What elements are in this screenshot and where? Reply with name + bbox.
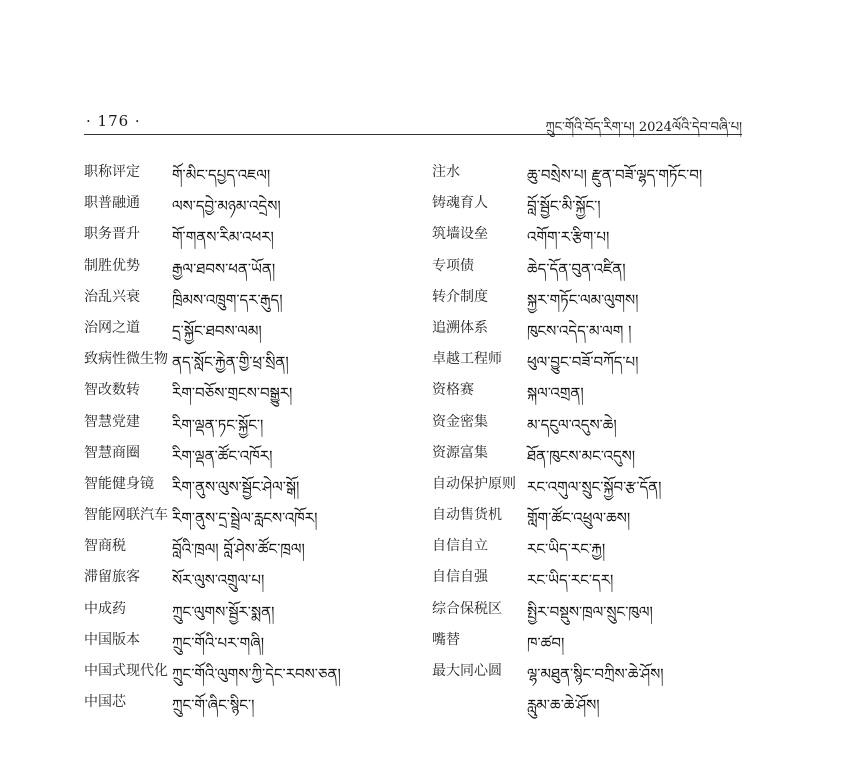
glossary-entry bbox=[432, 595, 742, 626]
tibetan-term: རིག་ལྡན་ཚོང་འཁོར། bbox=[172, 446, 273, 465]
tibetan-term: སྐྱར་གཏོང་ལམ་ལུགས། bbox=[527, 290, 639, 309]
chinese-term: 智能网联汽车 bbox=[84, 507, 168, 524]
chinese-term: 自动保护原则 bbox=[432, 475, 516, 492]
tibetan-term: གོ་གནས་རིམ་འཕར། bbox=[172, 228, 274, 247]
chinese-term: 资源富集 bbox=[432, 444, 488, 461]
right-column bbox=[432, 158, 742, 719]
glossary-entry bbox=[84, 345, 414, 376]
tibetan-term: རིག་ལྡན་ཏང་སྐྱོང་། bbox=[172, 415, 264, 434]
glossary-entry bbox=[432, 345, 742, 376]
glossary-entry bbox=[84, 657, 414, 688]
left-column bbox=[84, 158, 414, 719]
chinese-term: 综合保税区 bbox=[432, 600, 502, 617]
tibetan-term: ཁུངས་འདེད་མ་ལག ། bbox=[527, 321, 632, 340]
chinese-term: 中国式现代化 bbox=[84, 663, 168, 679]
chinese-term: 资格赛 bbox=[432, 382, 474, 399]
tibetan-term: རིག་ནུས་དྲ་སྦྲེལ་རླངས་འཁོར། bbox=[172, 509, 318, 528]
glossary-entry bbox=[432, 220, 742, 251]
tibetan-term: ལས་དབྱེ་མཉམ་འདྲེས། bbox=[172, 197, 281, 216]
glossary-entry bbox=[84, 283, 414, 314]
glossary-entry bbox=[432, 252, 742, 283]
chinese-term: 职普融通 bbox=[84, 195, 140, 212]
tibetan-term: རང་ཡིད་རང་དར། bbox=[527, 571, 614, 590]
chinese-term: 资金密集 bbox=[432, 413, 488, 430]
glossary-entry bbox=[84, 563, 414, 594]
glossary-entry bbox=[432, 532, 742, 563]
chinese-term: 专项债 bbox=[432, 257, 474, 274]
glossary-entry bbox=[84, 158, 414, 189]
tibetan-term: ཆུ་བསྲེས་པ། རྫུན་བཟོ་ལྷད་གཏོང་བ། bbox=[527, 166, 703, 184]
glossary-entry bbox=[432, 189, 742, 220]
glossary-entry bbox=[84, 532, 414, 563]
tibetan-term: ཀྲུང་ལུགས་སྦྱོར་སྨན། bbox=[172, 602, 275, 621]
tibetan-term: དྲ་སྐྱོང་ཐབས་ལམ། bbox=[172, 321, 262, 340]
glossary-entry bbox=[432, 501, 742, 532]
glossary-entry bbox=[84, 220, 414, 251]
tibetan-term: ཁ་ཚབ། bbox=[527, 633, 565, 652]
tibetan-term: ཀྲུང་གོའི་ལུགས་ཀྱི་དེང་རབས་ཅན། bbox=[172, 665, 341, 683]
chinese-term: 嘴替 bbox=[432, 631, 460, 648]
tibetan-term: ལྷ་མཐུན་སྙིང་བཀྲིས་ཆེ་ཤོས། bbox=[527, 665, 664, 683]
page-header bbox=[84, 108, 742, 135]
tibetan-term: གློག་ཚོང་འཕྲུལ་ཆས། bbox=[527, 509, 631, 528]
tibetan-term: འགོག་ར་རྩིག་པ། bbox=[527, 228, 610, 247]
glossary-entry bbox=[84, 626, 414, 657]
glossary-entry bbox=[432, 314, 742, 345]
chinese-term: 转介制度 bbox=[432, 288, 488, 305]
glossary-entry bbox=[432, 470, 742, 501]
tibetan-term: ཐོན་ཁུངས་མང་འདུས། bbox=[527, 446, 636, 465]
chinese-term: 最大同心圆 bbox=[432, 663, 502, 679]
tibetan-term: རང་ཡིད་རང་རྐྱ། bbox=[527, 540, 606, 559]
tibetan-term: ཆེད་དོན་བུན་འཛིན། bbox=[527, 259, 626, 278]
running-title: ཀྲུང་གོའི་བོད་རིག་པ། 2024ལོའི་དེབ་བཞི་པ། bbox=[545, 120, 742, 135]
chinese-term: 自信自立 bbox=[432, 538, 488, 555]
glossary-entry bbox=[432, 158, 742, 189]
glossary-entry bbox=[432, 376, 742, 407]
chinese-term: 智商税 bbox=[84, 538, 126, 555]
tibetan-term: སྤྱིར་བསྡུས་ཁྲལ་སྲུང་ཁུལ། bbox=[527, 602, 653, 621]
chinese-term: 智慧党建 bbox=[84, 413, 140, 430]
chinese-term: 卓越工程师 bbox=[432, 351, 502, 368]
chinese-term: 职务晋升 bbox=[84, 226, 140, 243]
chinese-term: 制胜优势 bbox=[84, 257, 140, 274]
glossary-entry bbox=[84, 408, 414, 439]
glossary-entry bbox=[84, 688, 414, 719]
glossary-entry bbox=[432, 626, 742, 657]
chinese-term: 中国版本 bbox=[84, 631, 140, 648]
glossary-entry bbox=[84, 189, 414, 220]
glossary-entry bbox=[84, 252, 414, 283]
glossary-entry bbox=[432, 563, 742, 594]
tibetan-term: མ་དངུལ་འདུས་ཆེ། bbox=[527, 415, 617, 434]
tibetan-term: ནད་སློང་རྐྱེན་གྱི་ཕྲ་སྲིན། bbox=[172, 353, 289, 372]
chinese-term: 滞留旅客 bbox=[84, 569, 140, 586]
chinese-term: 自信自强 bbox=[432, 569, 488, 586]
chinese-term: 致病性微生物 bbox=[84, 351, 168, 368]
chinese-term: 智改数转 bbox=[84, 382, 140, 399]
chinese-term: 自动售货机 bbox=[432, 507, 502, 524]
chinese-term: 治网之道 bbox=[84, 319, 140, 336]
tibetan-term: བློའི་ཁྲལ། བློ་ཤེས་ཚོང་ཁྲལ། bbox=[172, 540, 305, 559]
chinese-term: 治乱兴衰 bbox=[84, 288, 140, 305]
glossary-entry bbox=[84, 376, 414, 407]
tibetan-term: གོ་མིང་དཔྱད་འཇལ། bbox=[172, 166, 271, 184]
tibetan-term: རླུམ་ཆ་ཆེ་ཤོས། bbox=[527, 696, 600, 715]
tibetan-term: ཕུལ་བྱུང་བཟོ་བཀོད་པ། bbox=[527, 353, 639, 372]
chinese-term: 注水 bbox=[432, 164, 460, 180]
tibetan-term: རྒྱལ་ཐབས་ཕན་ཡོན། bbox=[172, 259, 276, 278]
tibetan-term: ཀྲུང་གོའི་པར་གཞི། bbox=[172, 633, 265, 652]
tibetan-term: རིག་ནུས་ལུས་སྦྱོང་ཤེལ་སྒོ། bbox=[172, 477, 300, 496]
chinese-term: 筑墙设垒 bbox=[432, 226, 488, 243]
chinese-term: 中国芯 bbox=[84, 694, 126, 711]
glossary-entry bbox=[432, 408, 742, 439]
tibetan-term: ཀྲུང་གོ་ཞིང་སྙིང་། bbox=[172, 696, 255, 715]
glossary-entry bbox=[84, 501, 414, 532]
glossary-entry bbox=[432, 439, 742, 470]
chinese-term: 智能健身镜 bbox=[84, 475, 154, 492]
glossary-entry bbox=[432, 657, 742, 688]
glossary-entry bbox=[84, 470, 414, 501]
glossary-entry bbox=[84, 314, 414, 345]
tibetan-term: རིག་བཅོས་གྲངས་བསྒྱུར། bbox=[172, 384, 293, 403]
tibetan-term: སྐལ་འགྲན། bbox=[527, 384, 584, 403]
chinese-term: 铸魂育人 bbox=[432, 195, 488, 212]
tibetan-term: བློ་སྦྱོང་མི་སྐྱོང་། bbox=[527, 197, 601, 216]
tibetan-term: རང་འགུལ་སྲུང་སྐྱོབ་རྩ་དོན། bbox=[527, 477, 662, 496]
chinese-term: 智慧商圈 bbox=[84, 444, 140, 461]
glossary-entry bbox=[84, 439, 414, 470]
tibetan-term: ཁྲིམས་འཁྲུག་དར་རྒུད། bbox=[172, 290, 283, 309]
glossary-entry bbox=[432, 283, 742, 314]
chinese-term: 追溯体系 bbox=[432, 319, 488, 336]
glossary-entry bbox=[432, 688, 742, 719]
chinese-term: 职称评定 bbox=[84, 164, 140, 180]
tibetan-term: སོར་ལུས་འགྲུལ་པ། bbox=[172, 571, 265, 590]
page-number: · 176 · bbox=[86, 112, 141, 130]
glossary-entry bbox=[84, 595, 414, 626]
chinese-term: 中成药 bbox=[84, 600, 126, 617]
